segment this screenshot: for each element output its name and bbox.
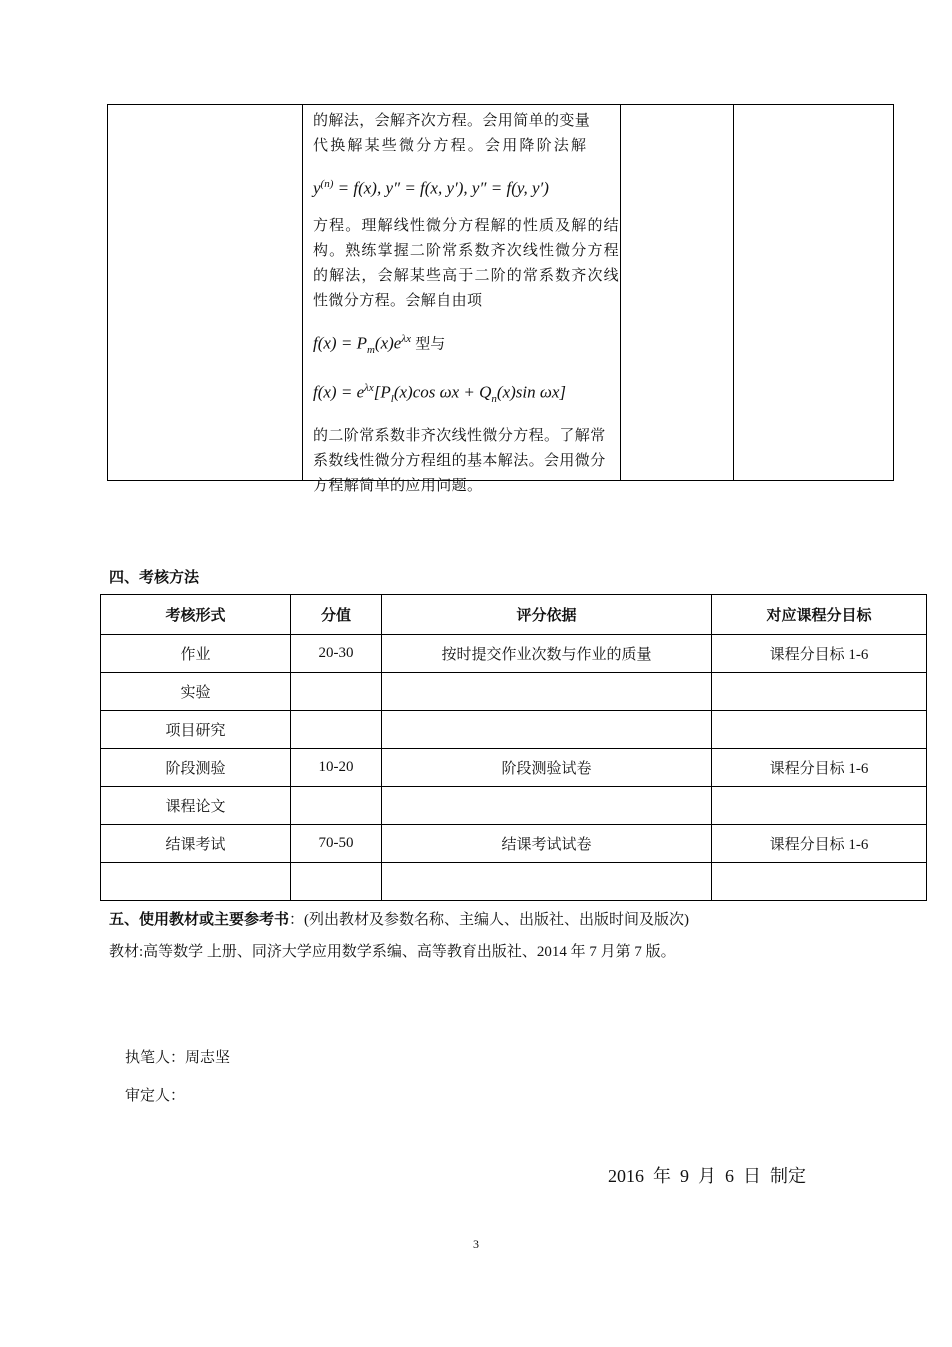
formula-free-term-1: $f(x) = P_m(x)e^{\lambda x}$ 型与 <box>313 332 446 356</box>
cell-score <box>291 863 382 901</box>
cell-objective <box>712 711 927 749</box>
table-row <box>101 635 927 673</box>
table-row <box>101 749 927 787</box>
column-divider <box>733 105 734 480</box>
cell-form: 作业 <box>101 635 291 673</box>
cell-form: 实验 <box>101 673 291 711</box>
cell-score: 70-50 <box>291 825 382 863</box>
cell-criteria <box>382 863 712 901</box>
text-paragraph: 方程。理解线性微分方程解的性质及解的结构。熟练掌握二阶常系数齐次线性微分方程的解法，会解某些高于二阶的常系数齐次线性微分方程。会解自由项 <box>313 217 619 309</box>
cell-score <box>291 711 382 749</box>
table-row <box>101 711 927 749</box>
header-score: 分值 <box>291 595 382 635</box>
assessment-table <box>100 594 927 901</box>
issue-date: 2016 年 9 月 6 日 制定 <box>608 1166 806 1186</box>
header-criteria: 评分依据 <box>382 595 712 635</box>
cell-objective: 课程分目标 1-6 <box>712 635 927 673</box>
cell-score <box>291 787 382 825</box>
text-line: 代换解某些微分方程。会用降阶法解 <box>313 138 589 154</box>
cell-objective <box>712 863 927 901</box>
cell-score <box>291 673 382 711</box>
page-number: 3 <box>473 1237 479 1251</box>
cell-objective: 课程分目标 1-6 <box>712 749 927 787</box>
text-paragraph: 的二阶常系数非齐次线性微分方程。了解常系数线性微分方程组的基本解法。会用微分方程解简单的应用问题。 <box>313 427 606 494</box>
table-header-row <box>101 595 927 635</box>
textbook-info: 教材:高等数学 上册、同济大学应用数学系编、高等教育出版社、2014 年 7 月第 7 版。 <box>109 944 676 960</box>
cell-objective <box>712 673 927 711</box>
section-heading-assessment: 四、考核方法 <box>109 568 200 586</box>
cell-form: 项目研究 <box>101 711 291 749</box>
cell-criteria <box>382 673 712 711</box>
cell-score: 10-20 <box>291 749 382 787</box>
cell-criteria: 结课考试试卷 <box>382 825 712 863</box>
formula-free-term-2: $f(x) = e^{\lambda x}[P_l(x)\cos$ $\omega x + Q_n(x)\sin$ ωx] <box>313 381 567 405</box>
cell-form: 阶段测验 <box>101 749 291 787</box>
cell-criteria: 阶段测验试卷 <box>382 749 712 787</box>
section-title: 五、使用教材或主要参考书 <box>109 910 290 928</box>
cell-form: 课程论文 <box>101 787 291 825</box>
header-form: 考核形式 <box>101 595 291 635</box>
table-row <box>101 787 927 825</box>
text-line: 的解法，会解齐次方程。会用简单的变量 <box>313 113 591 129</box>
cell-criteria <box>382 787 712 825</box>
table-row <box>101 825 927 863</box>
table-row <box>101 863 927 901</box>
cell-form <box>101 863 291 901</box>
section-note: ：(列出教材及参数名称、主编人、出版社、出版时间及版次) <box>289 912 690 928</box>
cell-objective <box>712 787 927 825</box>
header-objective: 对应课程分目标 <box>712 595 927 635</box>
writer-signature: 执笔人：周志坚 <box>125 1050 231 1066</box>
table-row <box>101 673 927 711</box>
cell-criteria: 按时提交作业次数与作业的质量 <box>382 635 712 673</box>
section-heading-textbooks <box>109 908 689 929</box>
cell-form: 结课考试 <box>101 825 291 863</box>
cell-score: 20-30 <box>291 635 382 673</box>
cell-objective: 课程分目标 1-6 <box>712 825 927 863</box>
formula-higher-order: $y^{(n)} = f(x)$, y″ = f(x, y′), y″ = f(y, y′) <box>313 178 549 198</box>
reviewer-signature: 审定人： <box>125 1088 186 1104</box>
column-divider <box>302 105 303 480</box>
cell-criteria <box>382 711 712 749</box>
syllabus-content-table <box>107 104 894 494</box>
teaching-requirements-cell <box>313 109 619 499</box>
column-divider <box>620 105 621 480</box>
